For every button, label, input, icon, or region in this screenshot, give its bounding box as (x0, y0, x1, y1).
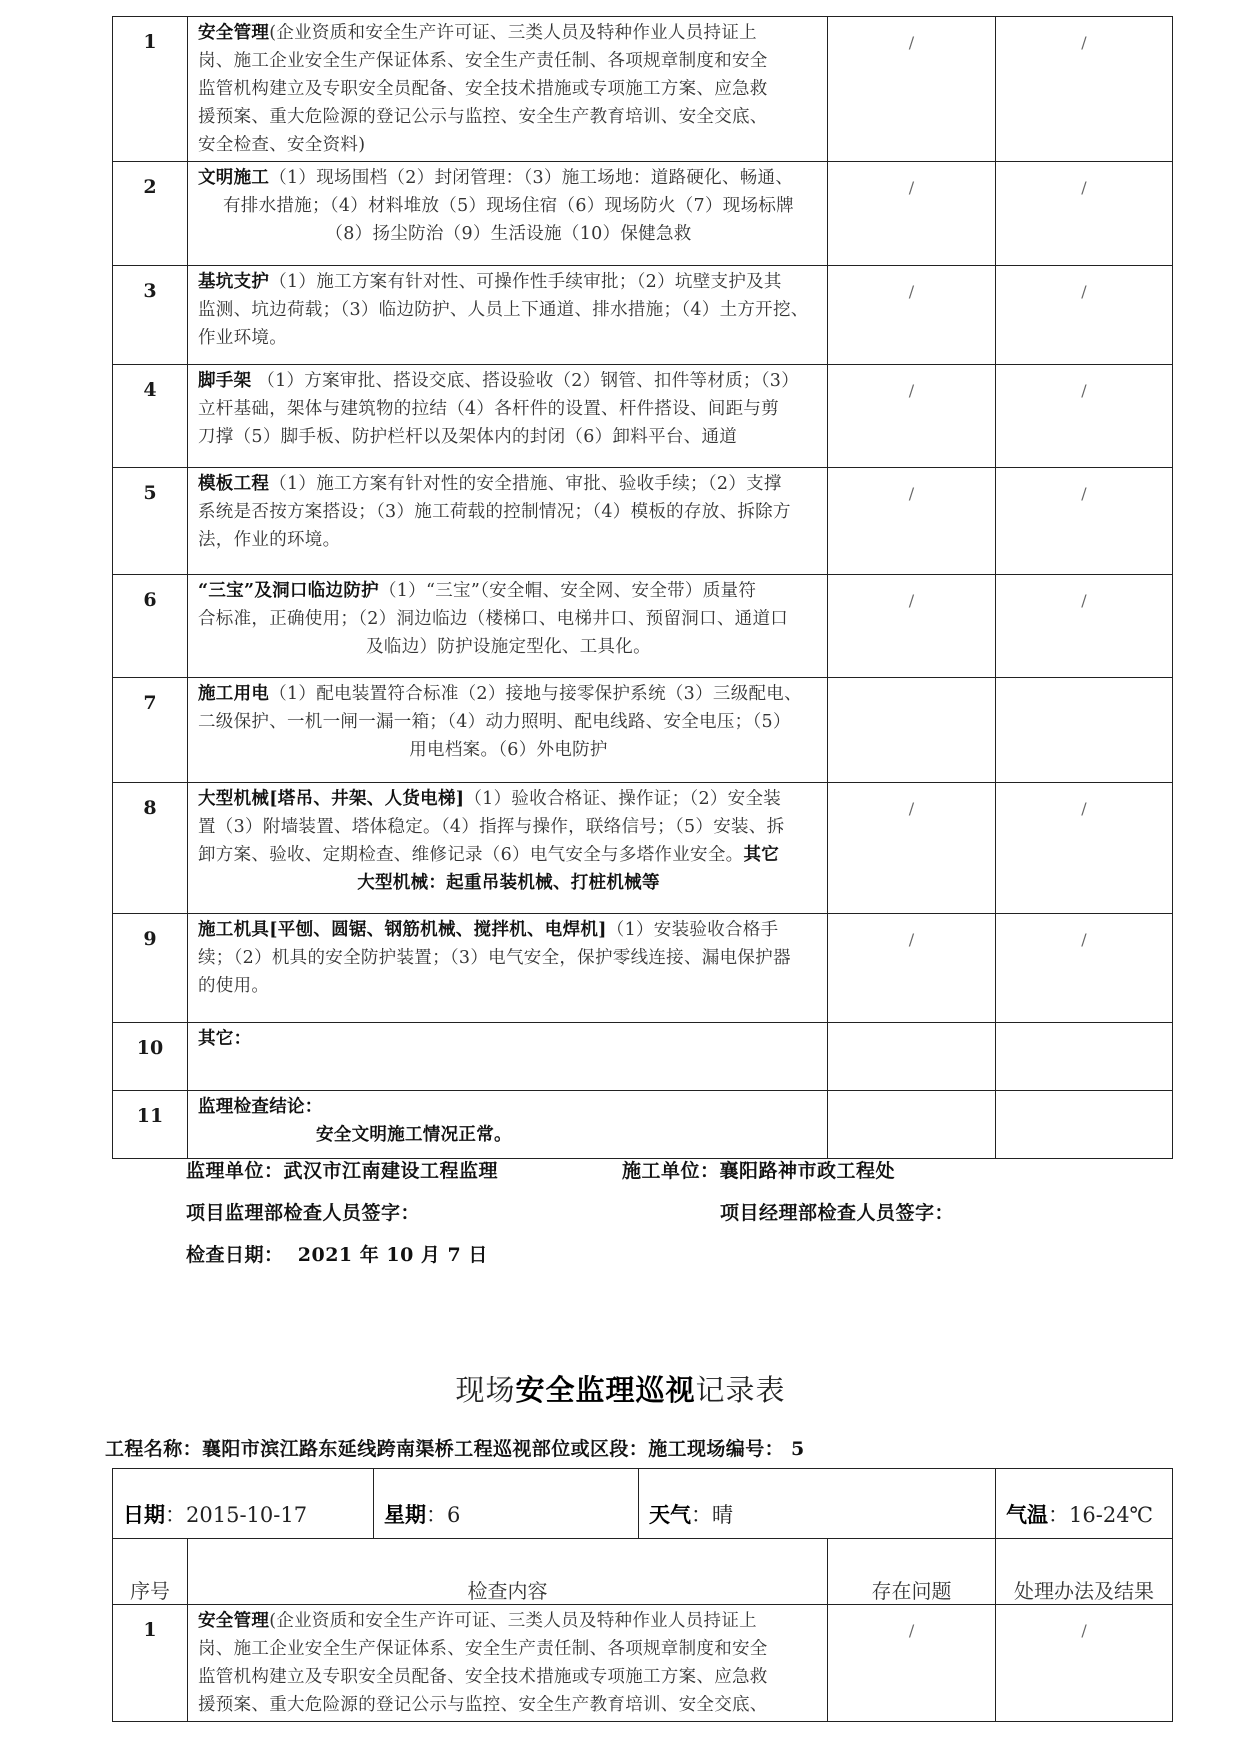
temperature-cell: 气温：16-24℃ (996, 1469, 1173, 1539)
result-cell: / (996, 162, 1173, 266)
problem-cell: / (828, 365, 996, 468)
result-cell: / (996, 575, 1173, 678)
date-cell: 日期：2015-10-17 (113, 1469, 374, 1539)
problem-cell: / (828, 1605, 996, 1722)
row-number: 1 (113, 1605, 188, 1722)
patrol-record-table (112, 1468, 1173, 1722)
problem-cell: / (828, 266, 996, 365)
table-row (113, 468, 1173, 575)
row-number: 10 (113, 1023, 188, 1091)
table-row (113, 783, 1173, 914)
check-content: 安全管理(企业资质和安全生产许可证、三类人员及特种作业人员持证上 岗、施工企业安全生产保证体系、安全生产责任制、各项规章制度和安全 监管机构建立及专职安全员配备、安全技术措施或专项施工方案、应急救 援预案、重大危险源的登记公示与监控、安全生产教育培训、安全交底、 (188, 1605, 828, 1722)
supervisor-unit: 监理单位：武汉市江南建设工程监理 (186, 1160, 499, 1182)
table-row (113, 575, 1173, 678)
result-cell (996, 1023, 1173, 1091)
weather-cell: 天气：晴 (639, 1469, 996, 1539)
table-row (113, 162, 1173, 266)
manager-signature-label: 项目经理部检查人员签字： (720, 1202, 955, 1224)
problem-cell (828, 678, 996, 783)
result-cell (996, 1091, 1173, 1159)
header-row (113, 1469, 1173, 1539)
row-number: 1 (113, 17, 188, 162)
table-row (113, 1091, 1173, 1159)
result-cell: / (996, 783, 1173, 914)
problem-cell (828, 1091, 996, 1159)
table-row (113, 1023, 1173, 1091)
result-cell: / (996, 17, 1173, 162)
col-header-problem: 存在问题 (828, 1539, 996, 1605)
week-cell: 星期：6 (374, 1469, 639, 1539)
check-conclusion: 监理检查结论： 安全文明施工情况正常。 (188, 1091, 828, 1159)
row-number: 6 (113, 575, 188, 678)
check-content: 安全管理(企业资质和安全生产许可证、三类人员及特种作业人员持证上 岗、施工企业安全生产保证体系、安全生产责任制、各项规章制度和安全 监管机构建立及专职安全员配备、安全技术措施或专项施工方案、应急救 援预案、重大危险源的登记公示与监控、安全生产教育培训、安全交底、 安全检查、安全资料) (188, 17, 828, 162)
supervisor-signature-label: 项目监理部检查人员签字： (186, 1202, 421, 1224)
construction-unit: 施工单位：襄阳路神市政工程处 (622, 1160, 896, 1182)
row-number: 2 (113, 162, 188, 266)
result-cell: / (996, 1605, 1173, 1722)
problem-cell: / (828, 162, 996, 266)
col-header-result: 处理办法及结果 (996, 1539, 1173, 1605)
form-title: 现场安全监理巡视记录表 (455, 1373, 786, 1407)
check-content: 脚手架 （1）方案审批、搭设交底、搭设验收（2）钢管、扣件等材质；（3） 立杆基础，架体与建筑物的拉结（4）各杆件的设置、杆件搭设、间距与剪 刀撑（5）脚手板、防护栏杆以及架体内的封闭（6）卸料平台、通道 (188, 365, 828, 468)
check-date: 检查日期： 2021 年 10 月 7 日 (186, 1244, 488, 1266)
problem-cell: / (828, 575, 996, 678)
check-content: 其它： (188, 1023, 828, 1091)
column-header-row (113, 1539, 1173, 1605)
inspection-table (112, 16, 1173, 1159)
row-number: 5 (113, 468, 188, 575)
row-number: 4 (113, 365, 188, 468)
table-row (113, 678, 1173, 783)
row-number: 7 (113, 678, 188, 783)
check-content: 大型机械[塔吊、井架、人货电梯]（1）验收合格证、操作证；（2）安全装 置（3）附墙装置、塔体稳定。（4）指挥与操作，联络信号；（5）安装、拆 卸方案、验收、定期检查、维修记录（6）电气安全与多塔作业安全。其它 大型机械：起重吊装机械、打桩机械等 (188, 783, 828, 914)
col-header-no: 序号 (113, 1539, 188, 1605)
col-header-content: 检查内容 (188, 1539, 828, 1605)
check-content: 模板工程（1）施工方案有针对性的安全措施、审批、验收手续；（2）支撑 系统是否按方案搭设；（3）施工荷载的控制情况；（4）模板的存放、拆除方 法，作业的环境。 (188, 468, 828, 575)
check-content: “三宝”及洞口临边防护（1）“三宝”（安全帽、安全网、安全带）质量符 合标准，正确使用；（2）洞边临边（楼梯口、电梯井口、预留洞口、通道口 及临边）防护设施定型化、工具化。 (188, 575, 828, 678)
row-number: 11 (113, 1091, 188, 1159)
problem-cell (828, 1023, 996, 1091)
check-content: 文明施工（1）现场围档（2）封闭管理：（3）施工场地：道路硬化、畅通、 有排水措施；（4）材料堆放（5）现场住宿（6）现场防火（7）现场标牌 （8）扬尘防治（9）生活设施（10）保健急救 (188, 162, 828, 266)
result-cell: / (996, 914, 1173, 1023)
table-row (113, 17, 1173, 162)
result-cell: / (996, 365, 1173, 468)
project-name-line: 工程名称：襄阳市滨江路东延线跨南渠桥工程巡视部位或区段：施工现场编号： 5 (105, 1438, 805, 1460)
table-row (113, 1605, 1173, 1722)
result-cell: / (996, 266, 1173, 365)
problem-cell: / (828, 468, 996, 575)
table-row (113, 914, 1173, 1023)
row-number: 3 (113, 266, 188, 365)
problem-cell: / (828, 17, 996, 162)
row-number: 8 (113, 783, 188, 914)
problem-cell: / (828, 914, 996, 1023)
table-row (113, 266, 1173, 365)
check-content: 基坑支护（1）施工方案有针对性、可操作性手续审批；（2）坑壁支护及其 监测、坑边荷载；（3）临边防护、人员上下通道、排水措施；（4）土方开挖、 作业环境。 (188, 266, 828, 365)
check-content: 施工用电（1）配电装置符合标准（2）接地与接零保护系统（3）三级配电、 二级保护、一机一闸一漏一箱；（4）动力照明、配电线路、安全电压；（5） 用电档案。（6）外电防护 (188, 678, 828, 783)
row-number: 9 (113, 914, 188, 1023)
table-row (113, 365, 1173, 468)
result-cell: / (996, 468, 1173, 575)
result-cell (996, 678, 1173, 783)
problem-cell: / (828, 783, 996, 914)
check-content: 施工机具[平刨、圆锯、钢筋机械、搅拌机、电焊机]（1）安装验收合格手 续；（2）机具的安全防护装置；（3）电气安全，保护零线连接、漏电保护器 的使用。 (188, 914, 828, 1023)
